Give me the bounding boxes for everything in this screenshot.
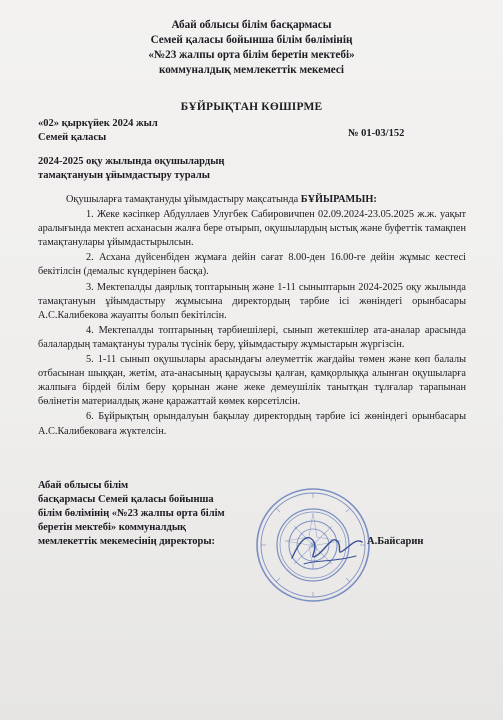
order-item — [38, 410, 466, 438]
document-city: Семей қаласы — [38, 132, 107, 143]
document-date: «02» қыркүйек 2024 жыл — [38, 118, 158, 129]
document-subject — [38, 155, 338, 183]
order-body — [38, 193, 466, 440]
item-text: Мектепалды топтарының тәрбиешілері, сынып жетекшілер ата-аналар арасында балалардың тамақтануы туралы түсінік беру, ұйымдастыру жұмыстарын жүргізсін. — [38, 324, 466, 350]
document-title: БҰЙРЫҚТАН КӨШІРМЕ — [180, 101, 323, 113]
order-item — [38, 208, 466, 250]
order-item — [38, 324, 466, 352]
document-number: № 01-03/152 — [348, 128, 405, 139]
organization-header — [0, 18, 503, 78]
signature-line: басқармасы Семей қаласы бойынша — [38, 494, 214, 505]
item-number: 4. — [86, 324, 94, 336]
header-line: Абай облысы білім басқармасы — [171, 19, 332, 31]
order-item — [38, 281, 466, 323]
header-line: «№23 жалпы орта білім беретін мектебі» — [148, 49, 355, 61]
intro-text: Оқушыларға тамақтануды ұйымдастыру мақсатында — [66, 194, 299, 205]
item-text: Асхана дүйсенбіден жұмаға дейін сағат 8.00-ден 16.00-ге дейін жұмыс кестесі бекітілсін (демалыс күндерінен басқа). — [38, 252, 466, 278]
header-line: коммуналдық мемлекеттік мекемесі — [158, 64, 344, 76]
item-text: Жеке кәсіпкер Абдуллаев Улугбек Сабировичпен 02.09.2024-23.05.2025 ж.ж. уақыт аралығында мектеп асханасын жалға бере отырып, оқушылардың ыстық және буфеттік тамақпен тамақтанулары ұйымдастырылсын. — [38, 209, 467, 249]
signature-line: Абай облысы білім — [38, 480, 129, 491]
item-number: 5. — [86, 354, 94, 366]
item-text: Бұйрықтың орындалуын бақылау директордың тәрбие ісі жөніндегі орынбасары А.С.Калибековаға жүктелсін. — [38, 411, 467, 437]
header-line: Семей қаласы бойынша білім бөлімінің — [150, 34, 353, 46]
signature-line: мемлекеттік мекемесінің директоры: — [38, 536, 216, 547]
item-number: 1. — [86, 209, 94, 221]
signer-name: А.Байсарин — [367, 536, 424, 547]
order-item — [38, 251, 466, 279]
subject-line: 2024-2025 оқу жылында оқушылардың — [38, 156, 225, 167]
signature-line: беретін мектебі» коммуналдық — [38, 522, 187, 533]
order-intro — [38, 193, 466, 207]
item-text: 1-11 сынып оқушылары арасындағы әлеуметтік жағдайы төмен және көп балалы отбасынан шыққан, жетім, ата-анасының қараусызы қалған, қамқорлыққа алынған оқушыларға жалпыға бірдей білім беру қорынан және жеке демеушілік танытқан тұлғалар тарапынан бөлінетін материалдық және қаражаттай көмек көрсетілсін. — [38, 354, 466, 408]
order-item — [38, 353, 466, 409]
item-number: 6. — [86, 411, 94, 423]
signature-line: білім бөлімінің «№23 жалпы орта білім — [38, 508, 225, 519]
director-handwritten-signature — [286, 520, 366, 572]
item-text: Мектепалды даярлық топтарының және 1-11 сыныптарын 2024-2025 оқу жылында тамақтануын ұйымдастыру жұмысына директордың тәрбие ісі жөніндегі орынбасары А.С.Калибекова жауапты болып бекітілсін. — [38, 281, 466, 321]
intro-emphasis: БҰЙЫРАМЫН: — [300, 194, 377, 205]
item-number: 2. — [86, 252, 94, 264]
subject-line: тамақтануын ұйымдастыру туралы — [38, 170, 210, 181]
item-number: 3. — [86, 281, 94, 293]
